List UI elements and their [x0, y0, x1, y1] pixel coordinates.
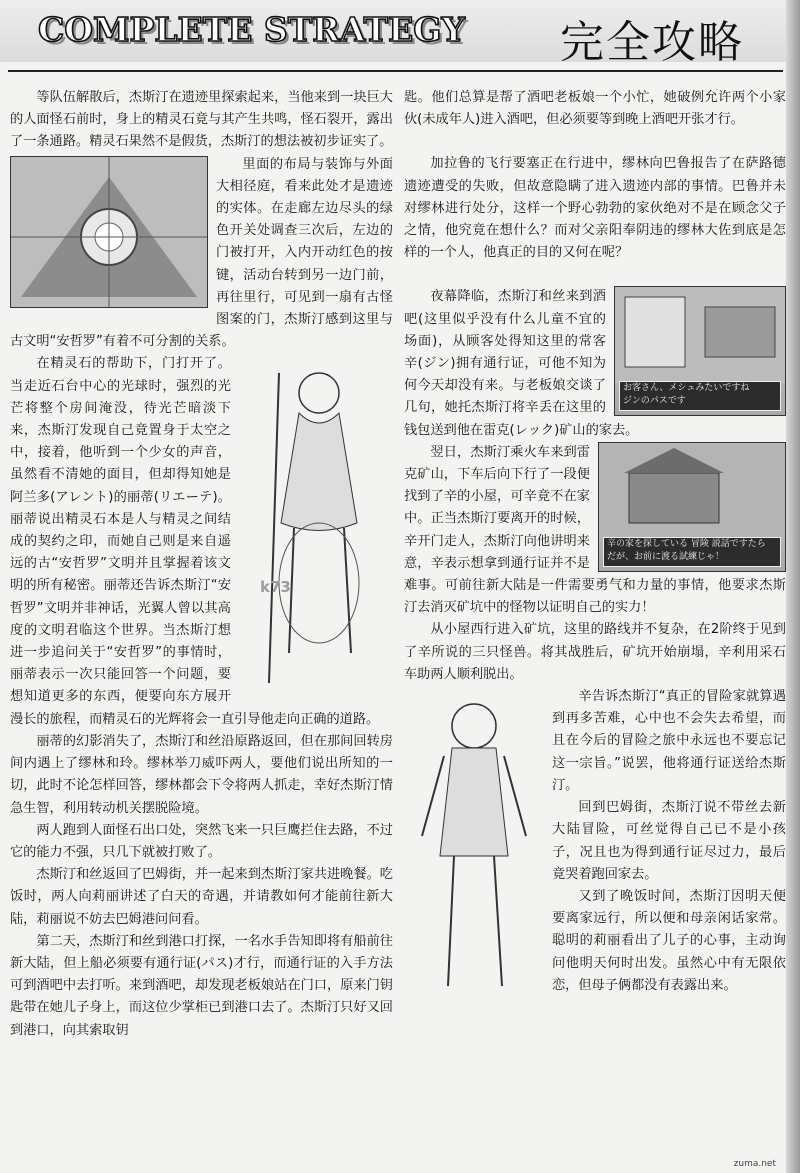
- paragraph: 又到了晚饭时间，杰斯汀因明天便要离家远行，所以便和母亲闲话家常。聪明的莉丽看出了儿子的心事，主动询问他明天何时出发。虽然心中有无限依恋，但母子俩都没有表露出来。: [552, 888, 786, 993]
- mine-dialog-box: [603, 537, 781, 567]
- bar-interior-graphic: [615, 287, 785, 383]
- paragraph: 夜幕降临，杰斯汀和丝来到酒吧(这里似乎没有什么儿童不宜的场面)，从顾客处得知这里的常客辛(ジン)拥有通行证，可他不知为何今天却没有来。与老板娘交谈了几句，她托杰斯汀将辛丢在这里的钱包送到他在雷克(レック)矿山的家去。: [404, 289, 639, 438]
- paragraph: 翌日，杰斯汀乘火车来到雷克矿山，下车后向下行了一段便找到了辛的小屋，可辛竟不在家中。正当杰斯汀要离开的时候，辛开门走人，杰斯汀向他讲明来意，辛表示想拿到通行证并不是难事。可前往新大陆是一件需要勇气和力量的事情，他要求杰斯汀去消灭矿坑中的怪物以证明自己的实力！: [404, 444, 786, 616]
- boy-figure-sketch: [404, 686, 544, 1006]
- paragraph: 两人跑到人面怪石出口处，突然飞来一只巨鹰拦住去路，不过它的能力不强，只几下就被打败了。: [10, 822, 393, 860]
- bar-dialog-box: [619, 381, 781, 411]
- paragraph: 加拉鲁的飞行要塞正在行进中，缪林向巴鲁报告了在萨路德遗迹遭受的失败，但故意隐瞒了进入遗迹内部的事情。巴鲁并未对缪林进行处分，这样一个野心勃勃的家伙绝对不是在顾念父子之情，他究竟在想什么？而对父亲阳奉阴违的缪林大佐到底是怎样的一个人，他真正的目的又何在呢？: [404, 156, 786, 261]
- right-column: [404, 87, 786, 1008]
- title-complete-strategy: COMPLETE STRATEGY: [38, 10, 465, 49]
- title-chinese: 完全攻略: [560, 17, 744, 68]
- ruins-floor-graphic: [11, 157, 207, 307]
- page-spine-shadow: [786, 0, 800, 1173]
- paragraph: 辛告诉杰斯汀“真正的冒险家就算遇到再多苦难，心中也不会失去希望，而且在今后的冒险之旅中永远也不要忘记这一宗旨。”说罢，他将通行证送给杰斯汀。: [552, 689, 786, 793]
- paragraph: 匙。他们总算是帮了酒吧老板娘一个小忙，她破例允许两个小家伙(未成年人)进入酒吧，但必须要等到晚上酒吧开张才行。: [404, 90, 786, 128]
- footer-credit: zuma.net: [733, 1159, 776, 1169]
- mine-house-graphic: [599, 443, 785, 539]
- rite-character-illustration: [239, 353, 393, 689]
- dialog-line: だが、お前に渡る試練じゃ！: [607, 551, 725, 562]
- dialog-line: 辛の家を探している 冒険 説話ですたら: [607, 538, 766, 549]
- watermark-logo: k73: [260, 578, 291, 596]
- paragraph: 杰斯汀和丝返回了巴姆街，并一起来到杰斯汀家共进晚餐。吃饭时，两人向莉丽讲述了白天的奇遇，并请教如何才能前往新大陆，莉丽说不妨去巴姆港问问看。: [10, 867, 393, 927]
- paragraph: 从小屋西行进入矿坑，这里的路线并不复杂，在2阶终于见到了辛所说的三只怪兽。将其战胜后，矿坑开始崩塌，辛利用采石车助两人顺利脱出。: [404, 622, 786, 682]
- mine-screenshot: [598, 442, 786, 572]
- ruins-screenshot: [10, 156, 208, 308]
- paragraph: 丽蒂的幻影消失了，杰斯汀和丝沿原路返回，但在那间回转房间内遇上了缪林和玲。缪林举刀威吓两人，要他们说出所知的一切，此时不论怎样回答，缪林都会下令将两人抓走，幸好杰斯汀情急生智，利用转动机关摆脱险境。: [10, 733, 393, 816]
- left-column: [10, 87, 393, 1042]
- jin-character-illustration: [404, 686, 544, 1006]
- girl-figure-sketch: [239, 353, 393, 689]
- page-header: [0, 0, 800, 70]
- header-rule: [8, 70, 783, 72]
- paragraph: 等队伍解散后，杰斯汀在遗迹里探索起来，当他来到一块巨大的人面怪石前时，身上的精灵石竟与其产生共鸣，怪石裂开，露出了一条通路。精灵石果然不是假货，杰斯汀的想法被初步证实了。: [10, 90, 393, 150]
- paragraph: 里面的布局与装饰与外面大相径庭，看来此处才是遗迹的实体。在走廊左边尽头的绿色开关处调查三次后，左边的门被打开，入内开动红色的按键，活动台转到另一边门前，再往里行，可见到一扇有古怪图案的门，杰斯汀感到这里与古文明“安哲罗”有着不可分割的关系。: [10, 156, 393, 350]
- paragraph: 回到巴姆街，杰斯汀说不带丝去新大陆冒险，可丝觉得自己已不是小孩子，况且也为得到通行证尽过力，最后竟哭着跑回家去。: [552, 800, 786, 882]
- dialog-line: ジンのパスです: [623, 396, 686, 407]
- paragraph: 在精灵石的帮助下，门打开了。当走近石台中心的光球时，强烈的光芒将整个房间淹没，待光芒暗淡下来，杰斯汀发现自己竟置身于太空之中，接着，他听到一个少女的声音，虽然看不清她的面目，但却得知她是阿兰多(アレント)的丽蒂(リエーテ)。丽蒂说出精灵石本是人与精灵之间结成的契约之印，而她自己则是来自遥远的古“安哲罗”文明并且掌握着该文明的所有秘密。丽蒂还告诉杰斯汀“安哲罗”文明并非神话，光翼人曾以其高度的文明君临这个世界。当杰斯汀想进一步追问关于“安哲罗”的事情时，丽蒂表示一次只能回答一个问题，要想知道更多的东西，便要向东方展开漫长的旅程，而精灵石的光辉将会一直引导他走向正确的道路。: [10, 356, 380, 727]
- bar-screenshot: [614, 286, 786, 416]
- paragraph: 第二天，杰斯汀和丝到港口打探，一名水手告知即将有船前往新大陆，但上船必须要有通行证(パス)才行，而通行证的入手方法可到酒吧中去打听。来到酒吧，却发现老板娘站在门口，原来门钥匙带在她儿子身上，而这位少掌柜已到港口去了。杰斯汀只好又回到港口，向其索取钥: [10, 933, 393, 1038]
- dialog-line: お客さん、メシュみたいですね: [623, 383, 750, 394]
